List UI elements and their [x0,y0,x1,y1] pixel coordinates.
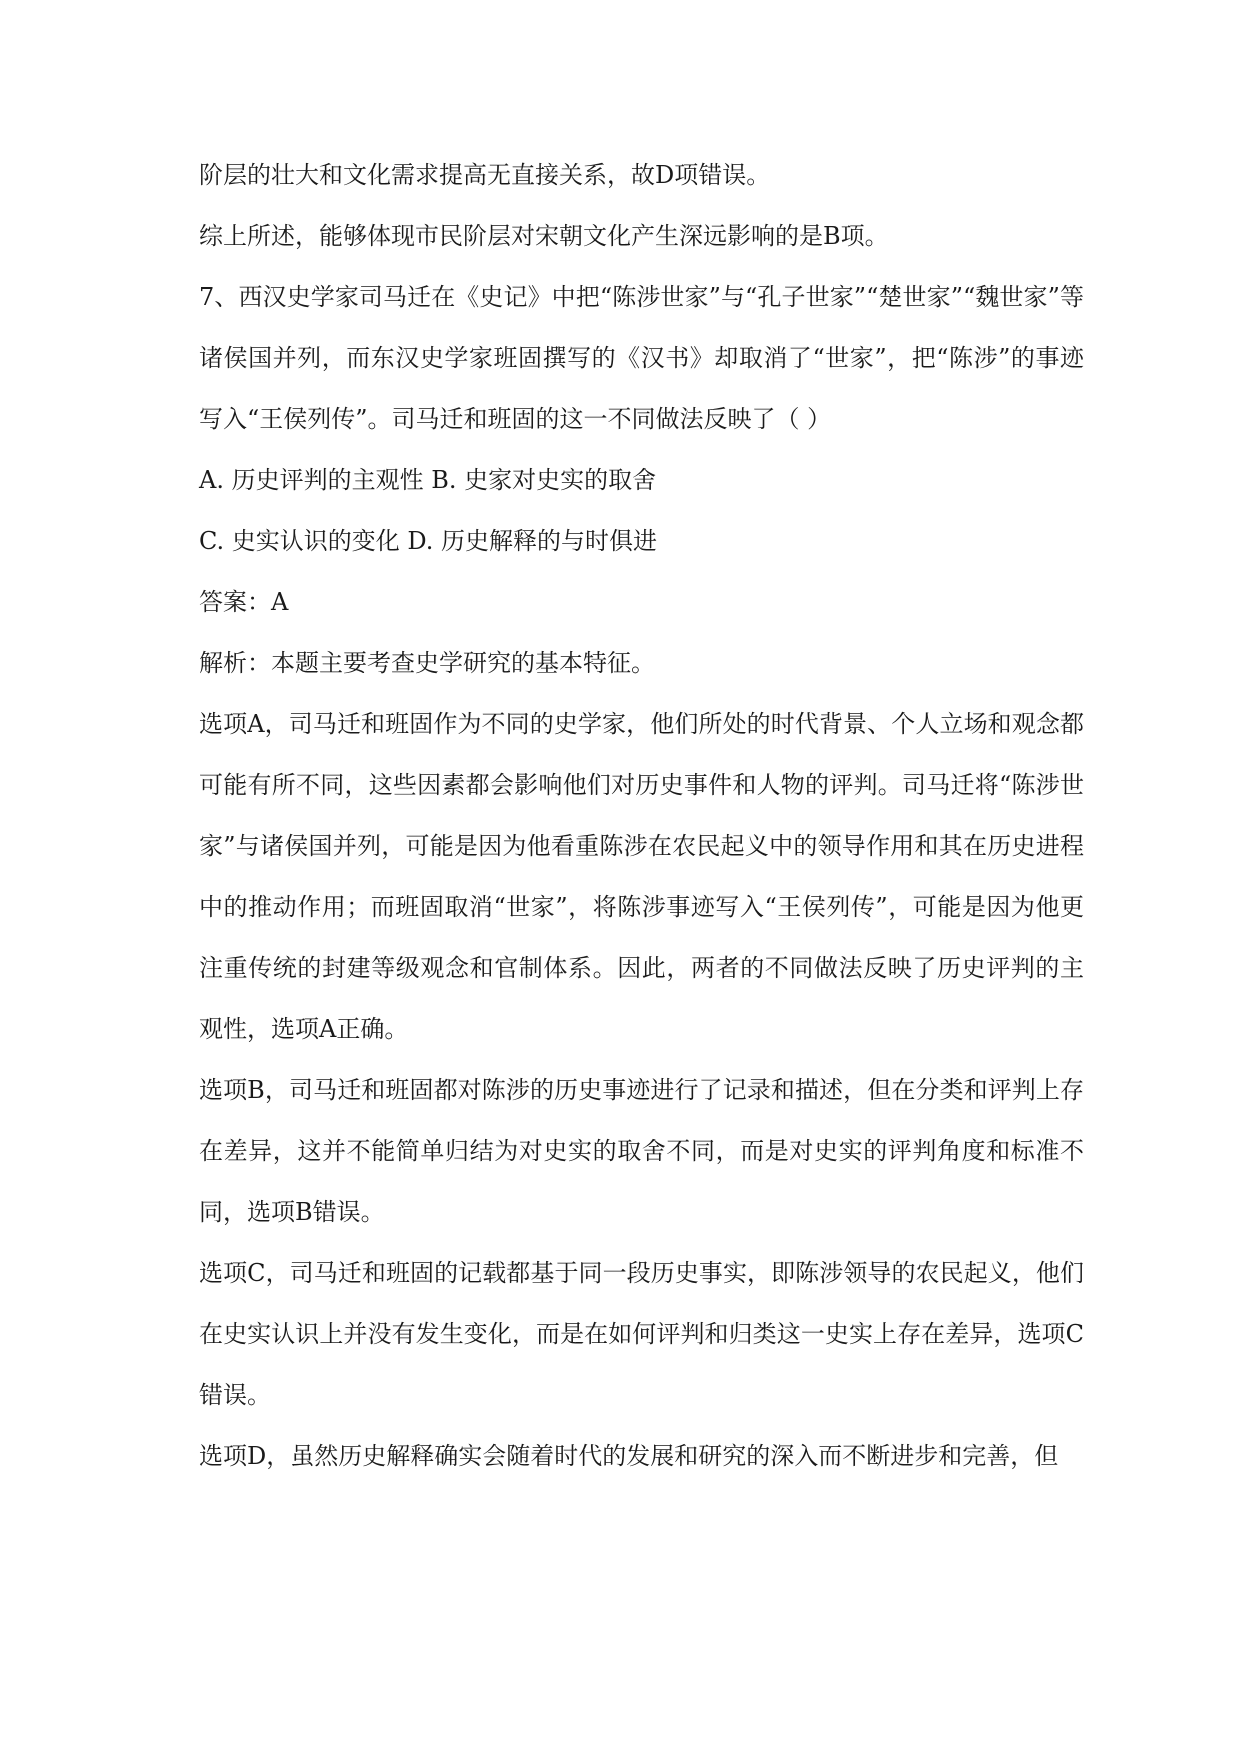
question-7-answer: 答案：A [199,588,289,616]
paragraph-previous-conclusion: 阶层的壮大和文化需求提高无直接关系，故D项错误。 [199,161,771,189]
question-7-options-ab: A. 历史评判的主观性 B. 史家对史实的取舍 [199,466,657,494]
option-a-analysis: 选项A，司马迁和班固作为不同的史学家，他们所处的时代背景、个人立场和观念都可能有所不同，这些因素都会影响他们对历史事件和人物的评判。司马迁将“陈涉世家”与诸侯国并列，可能是因为他看重陈涉在农民起义中的领导作用和其在历史进程中的推动作用；而班固取消“世家”，将陈涉事迹写入“王侯列传”，可能是因为他更注重传统的封建等级观念和官制体系。因此，两者的不同做法反映了历史评判的主观性，选项A正确。 [199,710,1084,1043]
question-7-analysis-intro: 解析：本题主要考查史学研究的基本特征。 [199,649,655,677]
option-c-analysis: 选项C，司马迁和班固的记载都基于同一段历史事实，即陈涉领导的农民起义，他们在史实认识上并没有发生变化，而是在如何评判和归类这一史实上存在差异，选项C错误。 [199,1259,1084,1409]
paragraph-summary: 综上所述，能够体现市民阶层对宋朝文化产生深远影响的是B项。 [199,222,889,250]
document-body [199,145,1084,1487]
question-7-stem: 7、西汉史学家司马迁在《史记》中把“陈涉世家”与“孔子世家”“楚世家”“魏世家”等诸侯国并列，而东汉史学家班固撰写的《汉书》却取消了“世家”，把“陈涉”的事迹写入“王侯列传”。司马迁和班固的这一不同做法反映了（ ） [199,283,1084,433]
question-7-options-cd: C. 史实认识的变化 D. 历史解释的与时俱进 [199,527,658,555]
option-d-analysis: 选项D，虽然历史解释确实会随着时代的发展和研究的深入而不断进步和完善，但 [199,1442,1059,1470]
option-b-analysis: 选项B，司马迁和班固都对陈涉的历史事迹进行了记录和描述，但在分类和评判上存在差异，这并不能简单归结为对史实的取舍不同，而是对史实的评判角度和标准不同，选项B错误。 [199,1076,1084,1226]
